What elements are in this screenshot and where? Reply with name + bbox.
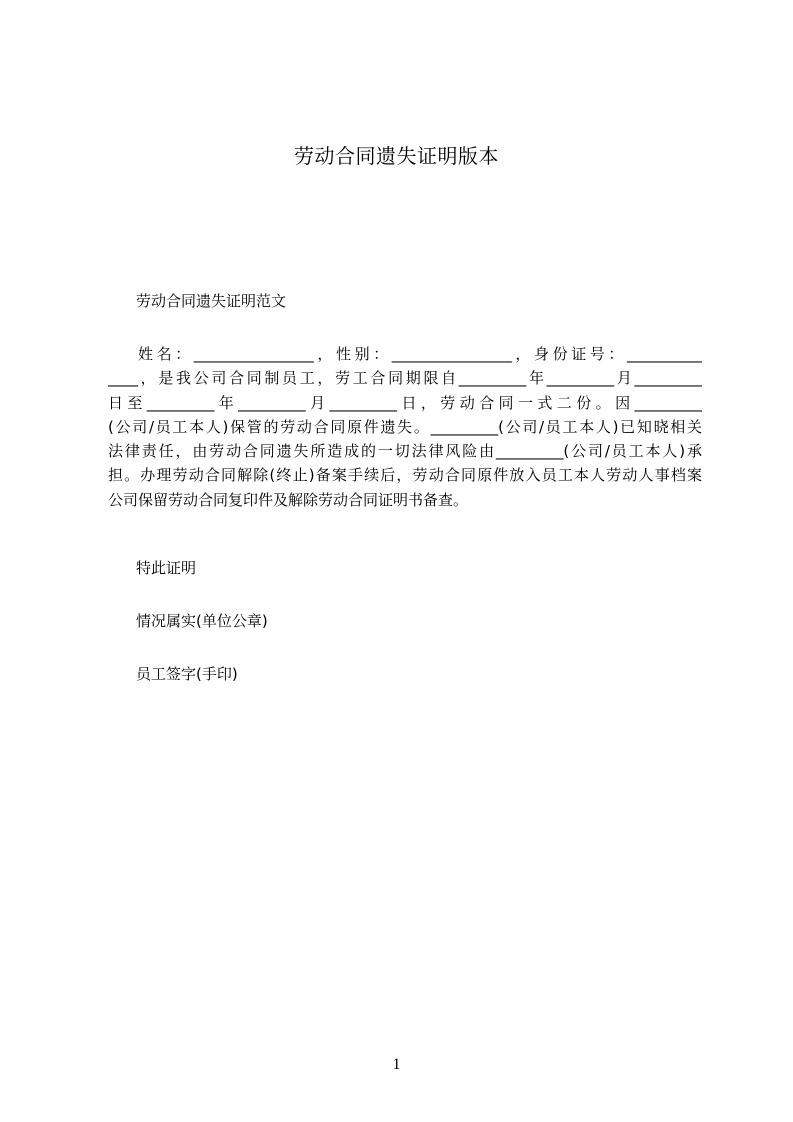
company-seal-line: 情况属实(单位公章) — [136, 612, 268, 630]
document-title: 劳动合同遗失证明版本 — [294, 144, 499, 168]
body-line: 公司保留劳动合同复印件及解除劳动合同证明书备查。 — [108, 490, 469, 509]
body-line: 担。办理劳动合同解除(终止)备案手续后，劳动合同原件放入员工本人劳动人事档案 — [108, 466, 702, 485]
certification-statement: 特此证明 — [136, 559, 197, 577]
body-line: 姓名：________________，性别：________________，身份证号：__________ — [138, 345, 702, 363]
body-line: (公司/员工本人)保管的劳动合同原件遗失。_________(公司/员工本人)已知晓相关 — [108, 417, 702, 436]
employee-signature-line: 员工签字(手印) — [136, 665, 238, 683]
document-subtitle: 劳动合同遗失证明范文 — [136, 292, 287, 310]
body-line: 日至_________年_________月_________日，劳动合同一式二份。因_________ — [108, 393, 702, 412]
page-number: 1 — [392, 1056, 401, 1073]
body-line: 法律责任，由劳动合同遗失所造成的一切法律风险由_________(公司/员工本人)承 — [108, 442, 702, 461]
body-line: ____，是我公司合同制员工，劳工合同期限自_________年_________月_________ — [108, 369, 702, 388]
certificate-body — [108, 342, 702, 512]
